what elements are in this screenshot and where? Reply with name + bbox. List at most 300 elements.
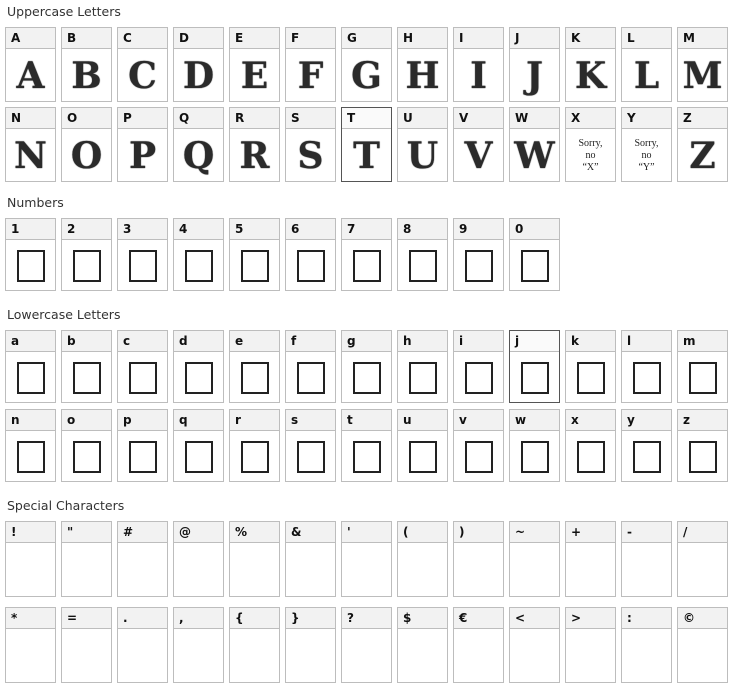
uppercase-section-title: Uppercase Letters [7, 4, 121, 19]
glyph-cell[interactable] [509, 330, 560, 403]
missing-glyph-box [185, 441, 213, 473]
glyph-preview [118, 240, 167, 291]
glyph-cell-label: S [286, 108, 335, 129]
glyph-cell-label: N [6, 108, 55, 129]
glyph-preview [230, 129, 279, 182]
glyph-cell[interactable] [285, 107, 336, 182]
missing-glyph-box [73, 250, 101, 282]
glyph-cell[interactable] [117, 607, 168, 683]
glyph-preview [62, 240, 111, 291]
glyph-cell[interactable] [509, 521, 560, 597]
ornate-letter-glyph: N [14, 134, 47, 177]
missing-glyph-box [465, 250, 493, 282]
glyph-cell[interactable] [565, 607, 616, 683]
glyph-preview [622, 129, 671, 182]
glyph-cell[interactable] [397, 27, 448, 102]
glyph-preview [118, 129, 167, 182]
missing-glyph-box [185, 250, 213, 282]
glyph-cell[interactable] [5, 218, 56, 291]
glyph-cell-label: F [286, 28, 335, 49]
glyph-cell-label: - [622, 522, 671, 543]
glyph-cell-label: X [566, 108, 615, 129]
ornate-letter-glyph: U [406, 134, 439, 177]
glyph-preview [454, 352, 503, 403]
glyph-cell-label: 2 [62, 219, 111, 240]
glyph-cell-label: ( [398, 522, 447, 543]
glyph-cell[interactable] [5, 409, 56, 482]
ornate-letter-glyph: O [70, 134, 103, 177]
missing-glyph-box [17, 250, 45, 282]
glyph-cell-label: d [174, 331, 223, 352]
glyph-cell[interactable] [61, 107, 112, 182]
ornate-letter-glyph: Q [182, 134, 215, 177]
glyph-cell[interactable] [397, 409, 448, 482]
glyph-cell-label: Z [678, 108, 727, 129]
glyph-cell[interactable] [229, 330, 280, 403]
glyph-preview [510, 129, 559, 182]
glyph-cell[interactable] [565, 409, 616, 482]
glyph-preview [510, 240, 559, 291]
ornate-letter-glyph: J [525, 54, 544, 97]
glyph-cell[interactable] [173, 330, 224, 403]
missing-glyph-box [241, 250, 269, 282]
glyph-cell-label: O [62, 108, 111, 129]
glyph-cell[interactable] [5, 521, 56, 597]
missing-glyph-box [17, 441, 45, 473]
glyph-preview [62, 431, 111, 482]
glyph-preview [6, 49, 55, 102]
glyph-cell[interactable] [229, 521, 280, 597]
glyph-cell-label: Y [622, 108, 671, 129]
glyph-cell[interactable] [229, 107, 280, 182]
glyph-preview [510, 431, 559, 482]
glyph-cell[interactable] [677, 521, 728, 597]
glyph-cell[interactable] [5, 107, 56, 182]
glyph-preview [566, 352, 615, 403]
ornate-letter-glyph: E [240, 54, 269, 97]
glyph-cell[interactable] [565, 330, 616, 403]
glyph-cell-label: s [286, 410, 335, 431]
glyph-cell-label: 0 [510, 219, 559, 240]
missing-glyph-box [297, 441, 325, 473]
glyph-cell-label: g [342, 331, 391, 352]
glyph-cell[interactable] [285, 330, 336, 403]
special-section-title: Special Characters [7, 498, 125, 513]
glyph-preview [342, 49, 391, 102]
glyph-preview [454, 240, 503, 291]
missing-glyph-box [129, 441, 157, 473]
glyph-cell[interactable] [117, 521, 168, 597]
glyph-cell-label: > [566, 608, 615, 629]
glyph-preview [566, 431, 615, 482]
ornate-letter-glyph: L [633, 54, 660, 97]
glyph-preview [398, 49, 447, 102]
glyph-preview [398, 129, 447, 182]
ornate-letter-glyph: B [71, 54, 102, 97]
glyph-cell-label: I [454, 28, 503, 49]
ornate-letter-glyph: K [574, 54, 607, 97]
glyph-cell-label: 1 [6, 219, 55, 240]
ornate-letter-glyph: D [182, 54, 215, 97]
glyph-cell-label: M [678, 28, 727, 49]
glyph-preview [230, 431, 279, 482]
glyph-cell[interactable] [341, 27, 392, 102]
missing-glyph-box [465, 441, 493, 473]
glyph-preview [174, 129, 223, 182]
missing-glyph-box [353, 441, 381, 473]
glyph-preview [454, 129, 503, 182]
glyph-cell[interactable] [621, 107, 672, 182]
glyph-cell[interactable] [453, 107, 504, 182]
glyph-cell-label: ! [6, 522, 55, 543]
missing-glyph-box [297, 362, 325, 394]
glyph-cell[interactable] [621, 330, 672, 403]
missing-glyph-box [17, 362, 45, 394]
glyph-preview [286, 352, 335, 403]
glyph-cell[interactable] [5, 330, 56, 403]
glyph-cell[interactable] [509, 27, 560, 102]
glyph-cell[interactable] [397, 218, 448, 291]
glyph-cell-label: = [62, 608, 111, 629]
glyph-preview [342, 240, 391, 291]
glyph-cell-label: } [286, 608, 335, 629]
glyph-cell[interactable] [509, 607, 560, 683]
glyph-cell[interactable] [341, 218, 392, 291]
glyph-cell-label: & [286, 522, 335, 543]
glyph-cell[interactable] [61, 607, 112, 683]
glyph-cell[interactable] [285, 27, 336, 102]
missing-glyph-box [521, 362, 549, 394]
glyph-cell[interactable] [229, 27, 280, 102]
glyph-cell[interactable] [453, 521, 504, 597]
glyph-preview [6, 129, 55, 182]
missing-glyph-box [409, 362, 437, 394]
glyph-cell-label: e [230, 331, 279, 352]
glyph-preview [118, 49, 167, 102]
glyph-cell[interactable] [285, 409, 336, 482]
glyph-preview [286, 129, 335, 182]
glyph-preview [174, 352, 223, 403]
glyph-preview [286, 431, 335, 482]
glyph-cell[interactable] [341, 107, 392, 182]
glyph-cell-label: 7 [342, 219, 391, 240]
glyph-cell[interactable] [341, 607, 392, 683]
glyph-preview [678, 49, 727, 102]
missing-glyph-box [577, 362, 605, 394]
glyph-cell[interactable] [341, 330, 392, 403]
glyph-cell-label: v [454, 410, 503, 431]
glyph-cell-label: 5 [230, 219, 279, 240]
glyph-cell-label: 4 [174, 219, 223, 240]
glyph-cell-label: @ [174, 522, 223, 543]
glyph-cell[interactable] [397, 521, 448, 597]
glyph-cell-label: # [118, 522, 167, 543]
glyph-cell[interactable] [173, 409, 224, 482]
glyph-preview [398, 240, 447, 291]
glyph-cell[interactable] [117, 218, 168, 291]
glyph-preview [342, 431, 391, 482]
numbers-row [5, 218, 560, 291]
missing-glyph-box [689, 441, 717, 473]
glyph-cell[interactable] [61, 27, 112, 102]
glyph-cell-label: : [622, 608, 671, 629]
glyph-cell[interactable] [677, 107, 728, 182]
glyph-cell-label: P [118, 108, 167, 129]
missing-glyph-box [521, 250, 549, 282]
glyph-cell-label: U [398, 108, 447, 129]
glyph-cell-label: k [566, 331, 615, 352]
glyph-cell-label: l [622, 331, 671, 352]
glyph-preview [286, 49, 335, 102]
glyph-cell[interactable] [117, 409, 168, 482]
glyph-cell-label: B [62, 28, 111, 49]
glyph-cell-label: + [566, 522, 615, 543]
glyph-cell-label: w [510, 410, 559, 431]
glyph-cell[interactable] [453, 409, 504, 482]
glyph-cell-label: / [678, 522, 727, 543]
glyph-cell-label: W [510, 108, 559, 129]
glyph-cell-label: m [678, 331, 727, 352]
lowercase-row-1 [5, 330, 728, 403]
glyph-cell-label: H [398, 28, 447, 49]
ornate-letter-glyph: A [16, 54, 45, 97]
glyph-cell[interactable] [61, 330, 112, 403]
glyph-cell-label: € [454, 608, 503, 629]
glyph-preview [6, 240, 55, 291]
missing-glyph-box [73, 441, 101, 473]
glyph-cell[interactable] [677, 409, 728, 482]
glyph-cell[interactable] [621, 607, 672, 683]
glyph-cell-label: y [622, 410, 671, 431]
ornate-letter-glyph: P [128, 134, 157, 177]
glyph-cell-label: * [6, 608, 55, 629]
ornate-letter-glyph: G [351, 54, 382, 97]
glyph-cell-label: E [230, 28, 279, 49]
missing-glyph-box [185, 362, 213, 394]
glyph-cell-label: x [566, 410, 615, 431]
glyph-cell-label: b [62, 331, 111, 352]
glyph-cell-label: R [230, 108, 279, 129]
glyph-preview [174, 431, 223, 482]
glyph-cell-label: 3 [118, 219, 167, 240]
glyph-cell-label: p [118, 410, 167, 431]
missing-glyph-box [633, 441, 661, 473]
glyph-preview [230, 352, 279, 403]
glyph-cell-label: K [566, 28, 615, 49]
glyph-cell-label: ~ [510, 522, 559, 543]
glyph-cell[interactable] [61, 409, 112, 482]
glyph-preview [566, 49, 615, 102]
missing-glyph-box [521, 441, 549, 473]
glyph-cell-label: L [622, 28, 671, 49]
glyph-cell-label: Q [174, 108, 223, 129]
glyph-cell[interactable] [453, 27, 504, 102]
glyph-cell[interactable] [173, 218, 224, 291]
glyph-preview [6, 352, 55, 403]
glyph-cell[interactable] [453, 218, 504, 291]
glyph-preview [398, 431, 447, 482]
glyph-preview [454, 49, 503, 102]
glyph-preview [510, 49, 559, 102]
glyph-preview [622, 49, 671, 102]
glyph-preview [62, 49, 111, 102]
ornate-letter-glyph: F [297, 54, 324, 97]
ornate-letter-glyph: M [682, 54, 723, 97]
missing-glyph-box [353, 362, 381, 394]
glyph-cell[interactable] [229, 409, 280, 482]
glyph-cell-label: t [342, 410, 391, 431]
glyph-preview [230, 49, 279, 102]
glyph-cell[interactable] [397, 607, 448, 683]
glyph-cell-label: " [62, 522, 111, 543]
glyph-preview [118, 352, 167, 403]
glyph-cell-label: q [174, 410, 223, 431]
glyph-cell[interactable] [5, 27, 56, 102]
glyph-preview [342, 129, 391, 182]
glyph-cell-label: a [6, 331, 55, 352]
glyph-cell[interactable] [453, 330, 504, 403]
glyph-cell[interactable] [117, 107, 168, 182]
glyph-cell[interactable] [117, 330, 168, 403]
glyph-cell[interactable] [173, 27, 224, 102]
glyph-preview [566, 129, 615, 182]
glyph-cell[interactable] [453, 607, 504, 683]
glyph-cell-label: r [230, 410, 279, 431]
ornate-letter-glyph: V [464, 134, 493, 177]
glyph-preview [230, 240, 279, 291]
glyph-cell-label: 9 [454, 219, 503, 240]
special-row-2 [5, 607, 728, 683]
glyph-cell[interactable] [173, 607, 224, 683]
glyph-cell[interactable] [677, 607, 728, 683]
missing-glyph-note: Sorry, no “X” [578, 137, 603, 173]
glyph-cell-label: h [398, 331, 447, 352]
glyph-cell[interactable] [509, 218, 560, 291]
glyph-cell-label: © [678, 608, 727, 629]
missing-glyph-box [689, 362, 717, 394]
glyph-cell-label: i [454, 331, 503, 352]
missing-glyph-box [577, 441, 605, 473]
glyph-cell[interactable] [677, 330, 728, 403]
glyph-preview [174, 49, 223, 102]
ornate-letter-glyph: S [297, 134, 324, 177]
glyph-cell[interactable] [61, 218, 112, 291]
glyph-preview [622, 352, 671, 403]
glyph-cell[interactable] [5, 607, 56, 683]
glyph-cell[interactable] [61, 521, 112, 597]
ornate-letter-glyph: T [353, 134, 380, 177]
missing-glyph-box [409, 250, 437, 282]
special-row-1 [5, 521, 728, 597]
uppercase-row-2 [5, 107, 728, 182]
ornate-letter-glyph: W [514, 134, 555, 177]
glyph-cell[interactable] [117, 27, 168, 102]
glyph-cell[interactable] [621, 409, 672, 482]
glyph-cell[interactable] [677, 27, 728, 102]
glyph-preview [398, 352, 447, 403]
glyph-cell[interactable] [173, 107, 224, 182]
missing-glyph-box [129, 250, 157, 282]
glyph-cell[interactable] [565, 107, 616, 182]
ornate-letter-glyph: H [405, 54, 440, 97]
ornate-letter-glyph: I [470, 54, 487, 97]
glyph-cell-label: ' [342, 522, 391, 543]
glyph-cell-label: n [6, 410, 55, 431]
glyph-cell[interactable] [509, 409, 560, 482]
glyph-cell[interactable] [285, 607, 336, 683]
glyph-cell-label: ) [454, 522, 503, 543]
glyph-preview [62, 129, 111, 182]
glyph-cell-label: V [454, 108, 503, 129]
glyph-cell-label: % [230, 522, 279, 543]
glyph-cell-label: f [286, 331, 335, 352]
glyph-cell[interactable] [229, 607, 280, 683]
uppercase-row-1 [5, 27, 728, 102]
glyph-cell-label: z [678, 410, 727, 431]
glyph-preview [118, 431, 167, 482]
ornate-letter-glyph: R [239, 134, 270, 177]
missing-glyph-note: Sorry, no “Y” [634, 137, 659, 173]
lowercase-section-title: Lowercase Letters [7, 307, 121, 322]
glyph-cell[interactable] [285, 521, 336, 597]
missing-glyph-box [633, 362, 661, 394]
glyph-cell[interactable] [565, 27, 616, 102]
glyph-cell-label: G [342, 28, 391, 49]
glyph-preview [286, 240, 335, 291]
glyph-cell-label: j [510, 331, 559, 352]
missing-glyph-box [241, 441, 269, 473]
glyph-preview [342, 352, 391, 403]
glyph-cell[interactable] [285, 218, 336, 291]
glyph-preview [678, 431, 727, 482]
glyph-cell-label: c [118, 331, 167, 352]
glyph-preview [678, 129, 727, 182]
missing-glyph-box [297, 250, 325, 282]
glyph-cell[interactable] [397, 107, 448, 182]
glyph-cell-label: 6 [286, 219, 335, 240]
missing-glyph-box [129, 362, 157, 394]
ornate-letter-glyph: Z [689, 134, 716, 177]
glyph-cell-label: o [62, 410, 111, 431]
glyph-preview [622, 431, 671, 482]
missing-glyph-box [73, 362, 101, 394]
glyph-preview [510, 352, 559, 403]
lowercase-row-2 [5, 409, 728, 482]
glyph-cell-label: $ [398, 608, 447, 629]
glyph-cell-label: A [6, 28, 55, 49]
glyph-preview [174, 240, 223, 291]
glyph-cell-label: u [398, 410, 447, 431]
glyph-cell[interactable] [565, 521, 616, 597]
ornate-letter-glyph: C [128, 54, 157, 97]
glyph-cell[interactable] [509, 107, 560, 182]
glyph-cell[interactable] [341, 521, 392, 597]
glyph-cell[interactable] [397, 330, 448, 403]
missing-glyph-box [241, 362, 269, 394]
glyph-cell-label: C [118, 28, 167, 49]
glyph-cell[interactable] [621, 521, 672, 597]
missing-glyph-box [353, 250, 381, 282]
glyph-cell-label: . [118, 608, 167, 629]
glyph-cell[interactable] [621, 27, 672, 102]
glyph-cell-label: { [230, 608, 279, 629]
glyph-cell[interactable] [229, 218, 280, 291]
glyph-cell[interactable] [341, 409, 392, 482]
glyph-cell-label: , [174, 608, 223, 629]
glyph-cell-label: D [174, 28, 223, 49]
glyph-cell[interactable] [173, 521, 224, 597]
glyph-preview [678, 352, 727, 403]
